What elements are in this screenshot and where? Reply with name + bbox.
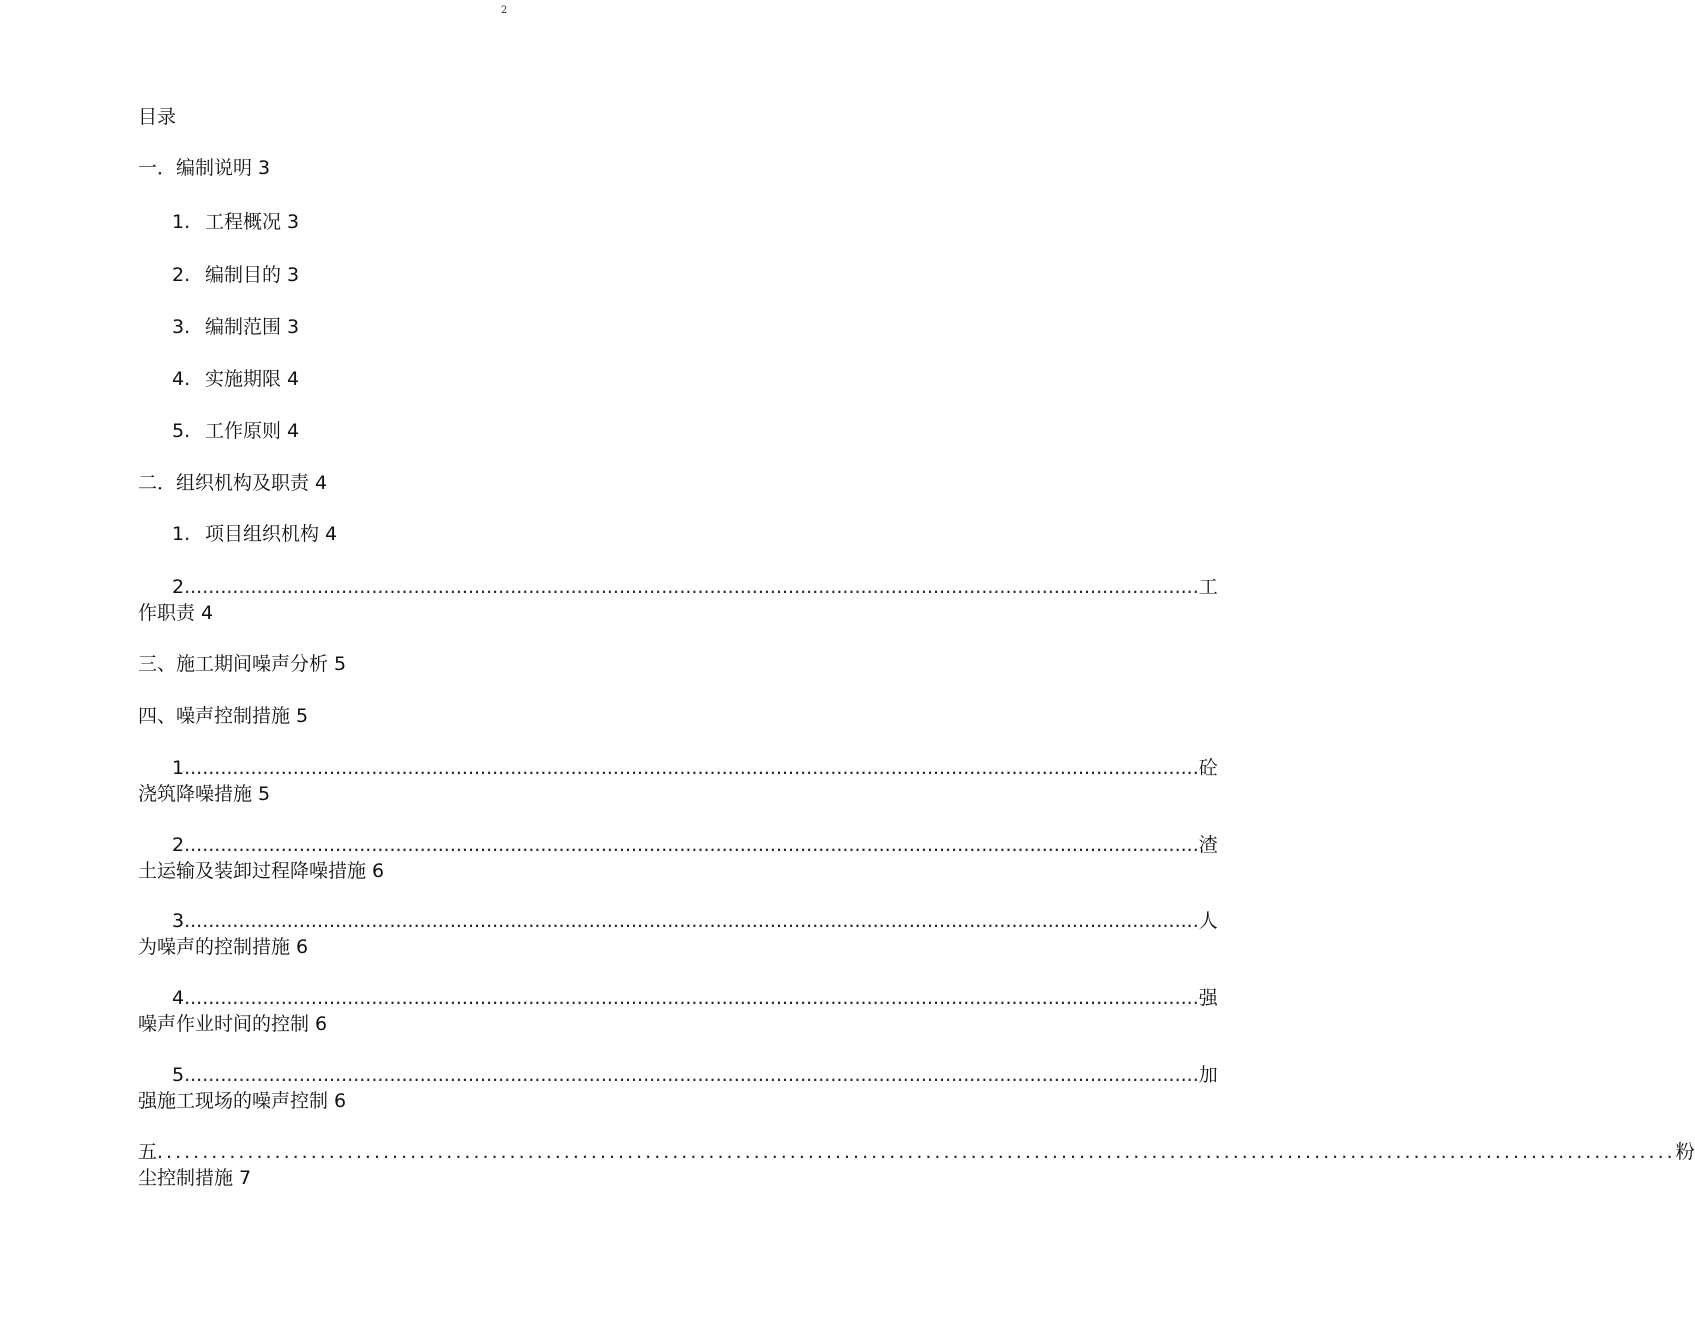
page-number: 2 bbox=[500, 5, 508, 16]
toc-entry-2-2[interactable] bbox=[138, 574, 1218, 626]
dot-leader: ........................................................................................................................................................................ bbox=[184, 987, 1199, 1009]
dot-leader: ........................................................................................................................................................................ bbox=[184, 834, 1199, 856]
toc-entry-4-2[interactable] bbox=[138, 832, 1218, 884]
dot-leader: ........................................................................................................................................................................ bbox=[184, 576, 1199, 598]
toc-entry-label: 实施期限 4 bbox=[205, 368, 300, 390]
toc-entry-number: 4. bbox=[172, 368, 191, 390]
toc-entry-1-4[interactable] bbox=[172, 366, 299, 392]
toc-entry-label-continued: 为噪声的控制措施 6 bbox=[138, 936, 309, 958]
toc-entry-label-start: 加 bbox=[1198, 1064, 1218, 1086]
toc-entry-label-continued: 作职责 4 bbox=[138, 602, 214, 624]
toc-entry-4-1[interactable] bbox=[138, 755, 1218, 807]
toc-entry-number: 5 bbox=[172, 1064, 185, 1086]
toc-entry-label-continued: 浇筑降噪措施 5 bbox=[138, 783, 271, 805]
toc-entry-number: 2 bbox=[172, 576, 185, 598]
toc-entry-1-5[interactable] bbox=[172, 418, 299, 444]
toc-entry-label-start: 工 bbox=[1198, 576, 1218, 598]
toc-entry-4-3[interactable] bbox=[138, 908, 1218, 960]
toc-entry-label-start: 渣 bbox=[1198, 834, 1218, 856]
dot-leader: ........................................................................................................................................................................ bbox=[184, 910, 1199, 932]
toc-entry-number: 3. bbox=[172, 316, 191, 338]
toc-entry-label-start: 粉 bbox=[1675, 1141, 1695, 1163]
toc-entry-label-continued: 土运输及装卸过程降噪措施 6 bbox=[138, 860, 385, 882]
toc-entry-number: 5. bbox=[172, 420, 191, 442]
toc-entry-1-2[interactable] bbox=[172, 262, 299, 288]
dot-leader: ........................................................................................................................................................................ bbox=[184, 1064, 1199, 1086]
toc-entry-label-start: 人 bbox=[1198, 910, 1218, 932]
toc-entry-label-start: 强 bbox=[1198, 987, 1218, 1009]
toc-entry-section-5[interactable] bbox=[138, 1139, 1695, 1191]
toc-entry-4-4[interactable] bbox=[138, 985, 1218, 1037]
toc-entry-2-1[interactable] bbox=[172, 521, 337, 547]
toc-entry-label-start: 砼 bbox=[1198, 757, 1218, 779]
toc-entry-label-continued: 尘控制措施 7 bbox=[138, 1167, 252, 1189]
toc-entry-4-5[interactable] bbox=[138, 1062, 1218, 1114]
toc-entry-label: 编制范围 3 bbox=[205, 316, 300, 338]
toc-entry-number: 3 bbox=[172, 910, 185, 932]
toc-entry-number: 2 bbox=[172, 834, 185, 856]
toc-entry-1-1[interactable] bbox=[172, 209, 299, 235]
toc-entry-label: 工程概况 3 bbox=[205, 211, 300, 233]
toc-entry-number: 1. bbox=[172, 211, 191, 233]
toc-entry-number: 1. bbox=[172, 523, 191, 545]
toc-entry-section-3[interactable]: 三、施工期间噪声分析 5 bbox=[138, 653, 347, 675]
toc-entry-label-continued: 强施工现场的噪声控制 6 bbox=[138, 1090, 347, 1112]
toc-entry-label-continued: 噪声作业时间的控制 6 bbox=[138, 1013, 328, 1035]
toc-entry-label: 编制目的 3 bbox=[205, 264, 300, 286]
toc-entry-number: 五 bbox=[138, 1141, 158, 1163]
toc-entry-number: 4 bbox=[172, 987, 185, 1009]
dot-leader: ........................................................................................................................................................................ bbox=[157, 1141, 1676, 1163]
toc-entry-number: 1 bbox=[172, 757, 185, 779]
toc-entry-label: 工作原则 4 bbox=[205, 420, 300, 442]
toc-entry-1-3[interactable] bbox=[172, 314, 299, 340]
dot-leader: ........................................................................................................................................................................ bbox=[184, 757, 1199, 779]
toc-entry-section-2[interactable]: 二．组织机构及职责 4 bbox=[138, 472, 328, 494]
toc-entry-section-1[interactable]: 一．编制说明 3 bbox=[138, 157, 271, 179]
toc-entry-number: 2. bbox=[172, 264, 191, 286]
toc-entry-section-4[interactable]: 四、噪声控制措施 5 bbox=[138, 705, 309, 727]
toc-title: 目录 bbox=[138, 106, 177, 128]
toc-entry-label: 项目组织机构 4 bbox=[205, 523, 338, 545]
